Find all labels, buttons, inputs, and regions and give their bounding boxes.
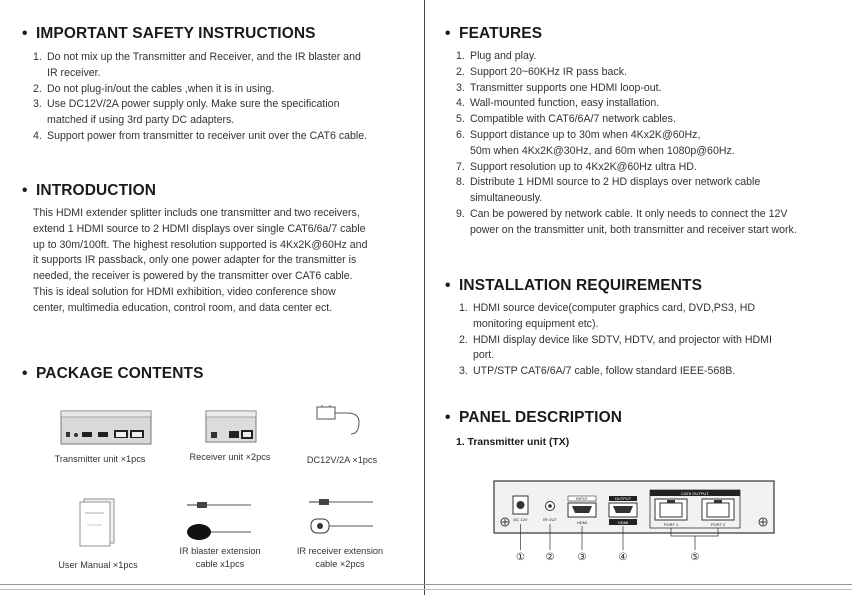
list-item-text: Transmitter supports one HDMI loop-out. bbox=[470, 81, 662, 94]
list-item-number: 9. bbox=[456, 207, 465, 220]
list-item bbox=[459, 364, 772, 380]
list-item-text: HDMI source device(computer graphics card, DVD,PS3, HD bbox=[473, 302, 756, 314]
introduction-line: This is ideal solution for HDMI exhibition, video conference show bbox=[33, 285, 336, 298]
list-item-continuation bbox=[33, 113, 367, 129]
list-item-text: monitoring equipment etc). bbox=[473, 317, 599, 330]
introduction-text bbox=[33, 206, 367, 317]
package-item-ir-receiver bbox=[280, 545, 400, 571]
transmitter-unit-image bbox=[60, 408, 152, 448]
list-item-continuation bbox=[456, 191, 797, 207]
list-item bbox=[459, 301, 772, 317]
ir-out-label: IR OUT bbox=[543, 517, 557, 522]
list-item-text: Distribute 1 HDMI source to 2 HD displays over network cable bbox=[470, 176, 761, 189]
callout-3: ③ bbox=[577, 552, 587, 563]
list-item-number: 3. bbox=[456, 81, 465, 94]
list-item-text: Can be powered by network cable. It only needs to connect the 12V bbox=[470, 207, 788, 220]
column-divider bbox=[424, 0, 425, 595]
list-item-number: 3. bbox=[33, 98, 42, 111]
list-item-text: Support resolution up to 4Kx2K@60Hz ultra HD. bbox=[470, 160, 697, 173]
list-item bbox=[456, 128, 797, 144]
list-item bbox=[456, 49, 797, 65]
features-heading bbox=[445, 25, 542, 43]
introduction-heading bbox=[22, 182, 156, 200]
list-item-text: simultaneously. bbox=[470, 192, 543, 205]
power-adapter-image bbox=[315, 404, 365, 438]
package-item-power-adapter bbox=[282, 454, 402, 467]
ir-out-port-icon bbox=[546, 502, 555, 511]
list-item-text: power on the transmitter unit, both transmitter and receiver start work. bbox=[470, 223, 797, 236]
list-item bbox=[33, 97, 367, 113]
package-title: PACKAGE CONTENTS bbox=[36, 365, 204, 382]
hdmi-output-port-icon bbox=[609, 503, 637, 517]
dc-jack-icon bbox=[513, 496, 528, 514]
package-item-receiver bbox=[170, 451, 290, 464]
list-item-continuation bbox=[459, 317, 772, 333]
hdmi-input-port-icon bbox=[568, 503, 596, 517]
list-item-number: 8. bbox=[456, 176, 465, 189]
caption-line: IR blaster extension bbox=[179, 546, 261, 556]
list-item bbox=[456, 112, 797, 128]
list-item bbox=[456, 65, 797, 81]
user-manual-image bbox=[76, 495, 120, 549]
list-item bbox=[33, 82, 367, 98]
list-item-text: port. bbox=[473, 349, 495, 362]
bullet-icon: • bbox=[22, 25, 28, 42]
list-item-text: Compatible with CAT6/6A/7 network cables. bbox=[470, 113, 676, 126]
bottom-rule bbox=[0, 584, 852, 585]
bullet-icon: • bbox=[445, 25, 451, 42]
list-item-text: matched if using 3rd party DC adapters. bbox=[47, 114, 235, 127]
list-item-text: IR receiver. bbox=[47, 66, 101, 79]
callout-2: ② bbox=[545, 552, 555, 563]
list-item-number: 7. bbox=[456, 160, 465, 173]
list-item-number: 1. bbox=[459, 302, 468, 314]
list-item-text: Do not mix up the Transmitter and Receiver, and the IR blaster and bbox=[47, 51, 361, 63]
list-item-number: 6. bbox=[456, 128, 465, 141]
introduction-line: This HDMI extender splitter includs one transmitter and two receivers, bbox=[33, 207, 360, 219]
list-item-number: 2. bbox=[456, 65, 465, 78]
list-item-text: Support distance up to 30m when 4Kx2K@60Hz, bbox=[470, 128, 701, 141]
introduction-title: INTRODUCTION bbox=[36, 182, 157, 199]
port2-label: PORT 2 bbox=[710, 522, 726, 527]
input-label: INPUT bbox=[576, 496, 588, 501]
list-item-number: 1. bbox=[456, 50, 465, 62]
package-item-user-manual bbox=[38, 559, 158, 572]
list-item-number: 1. bbox=[33, 51, 42, 63]
list-item-number: 2. bbox=[33, 82, 42, 95]
list-item-number: 2. bbox=[459, 333, 468, 346]
list-item-number: 3. bbox=[459, 365, 468, 378]
list-item-continuation bbox=[459, 348, 772, 364]
output-label: OUTPUT bbox=[614, 496, 632, 501]
hdmi-out-label: HDMI bbox=[617, 520, 629, 525]
package-heading bbox=[22, 365, 204, 383]
bullet-icon: • bbox=[445, 409, 451, 426]
features-list bbox=[456, 49, 797, 239]
list-item-text: Wall-mounted function, easy installation. bbox=[470, 97, 660, 110]
caption-line: IR receiver extension bbox=[296, 546, 384, 556]
list-item bbox=[456, 207, 797, 223]
list-item-number: 5. bbox=[456, 113, 465, 126]
hdmi-in-label: HDMI bbox=[576, 520, 588, 525]
panel-title: PANEL DESCRIPTION bbox=[459, 409, 623, 426]
installation-heading bbox=[445, 277, 702, 295]
rj45-port1-icon bbox=[655, 499, 687, 520]
caption-line: User Manual ×1pcs bbox=[58, 560, 138, 570]
bullet-icon: • bbox=[22, 182, 28, 199]
introduction-line: extend 1 HDMI source to 2 HDMI displays over single CAT6/6a/7 cable bbox=[33, 222, 366, 235]
callout-1: ① bbox=[516, 552, 525, 563]
list-item-text: Support 20~60KHz IR pass back. bbox=[470, 65, 627, 78]
list-item bbox=[456, 160, 797, 176]
caption-line: cable ×2pcs bbox=[315, 559, 365, 569]
introduction-line: it supports IR passback, only one power adapter for the transmitter is bbox=[33, 254, 357, 267]
list-item bbox=[456, 81, 797, 97]
port1-label: PORT 1 bbox=[663, 522, 679, 527]
receiver-unit-image bbox=[205, 410, 257, 444]
list-item bbox=[33, 50, 367, 66]
introduction-line: center, multimedia education, control room, and data center ect. bbox=[33, 301, 333, 314]
dc-label: DC 12V bbox=[513, 517, 528, 522]
ir-blaster-cable-image bbox=[185, 497, 255, 543]
caption-line: Transmitter unit ×1pcs bbox=[54, 454, 146, 464]
introduction-line: needed, the receiver is powered by the transmitter over CAT6 cable. bbox=[33, 270, 353, 283]
ir-receiver-cable-image bbox=[307, 494, 377, 540]
list-item-continuation bbox=[33, 66, 367, 82]
screw-right-icon bbox=[759, 518, 767, 526]
rj45-port2-icon bbox=[702, 499, 734, 520]
package-item-transmitter bbox=[40, 453, 160, 466]
installation-title: INSTALLATION REQUIREMENTS bbox=[459, 277, 703, 294]
list-item-text: Plug and play. bbox=[470, 50, 537, 62]
screw-left-icon bbox=[501, 518, 509, 526]
caption-line: Receiver unit ×2pcs bbox=[189, 452, 271, 462]
package-item-ir-blaster bbox=[160, 545, 280, 571]
list-item bbox=[459, 333, 772, 349]
installation-list bbox=[459, 301, 772, 380]
transmitter-panel-diagram bbox=[490, 476, 780, 566]
list-item-text: UTP/STP CAT6/6A/7 cable, follow standard IEEE-568B. bbox=[473, 365, 736, 378]
bottom-rule-secondary bbox=[0, 589, 852, 590]
panel-heading bbox=[445, 409, 622, 427]
list-item-text: Support power from transmitter to receiver unit over the CAT6 cable. bbox=[47, 129, 368, 142]
safety-list bbox=[33, 50, 367, 145]
safety-heading bbox=[22, 25, 316, 43]
list-item-number: 4. bbox=[33, 129, 42, 142]
bullet-icon: • bbox=[22, 365, 28, 382]
list-item-text: 50m when 4Kx2K@30Hz, and 60m when 1080p@60Hz. bbox=[470, 144, 735, 157]
list-item-continuation bbox=[456, 144, 797, 160]
caption-line: cable x1pcs bbox=[195, 559, 245, 569]
panel-subtitle: 1. Transmitter unit (TX) bbox=[456, 437, 570, 448]
list-item-text: Use DC12V/2A power supply only. Make sure the specification bbox=[47, 98, 340, 111]
list-item bbox=[456, 175, 797, 191]
introduction-line: up to 30m/100ft. The highest resolution supported is 4Kx2K@60Hz and bbox=[33, 238, 368, 251]
list-item-number: 4. bbox=[456, 97, 465, 110]
features-title: FEATURES bbox=[459, 25, 543, 42]
list-item-text: HDMI display device like SDTV, HDTV, and projector with HDMI bbox=[473, 333, 772, 346]
safety-title: IMPORTANT SAFETY INSTRUCTIONS bbox=[36, 25, 316, 42]
cat6-label: CAT6 OUTPUT bbox=[681, 491, 709, 496]
list-item-text: Do not plug-in/out the cables ,when it is in using. bbox=[47, 82, 275, 95]
list-item-continuation bbox=[456, 223, 797, 239]
list-item bbox=[33, 129, 367, 145]
list-item bbox=[456, 96, 797, 112]
bullet-icon: • bbox=[445, 277, 451, 294]
caption-line: DC12V/2A ×1pcs bbox=[306, 455, 378, 465]
callout-4: ④ bbox=[618, 552, 628, 563]
callout-5: ⑤ bbox=[690, 552, 700, 563]
